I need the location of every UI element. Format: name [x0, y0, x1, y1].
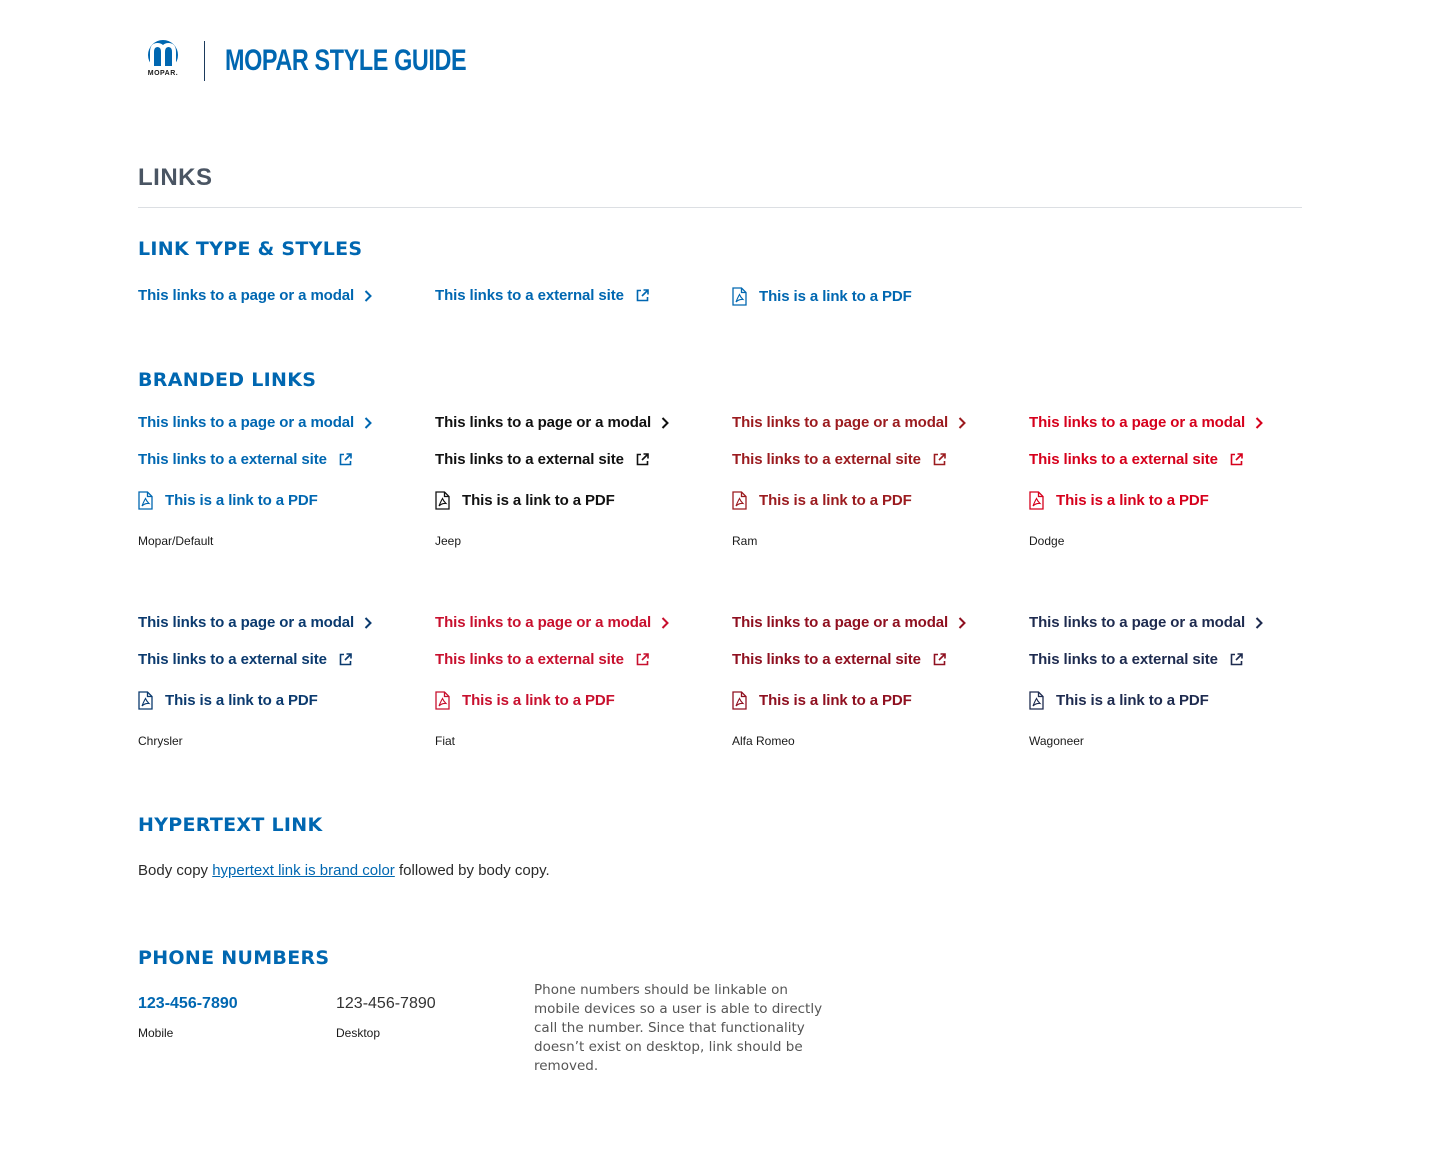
- chevron-right-icon: [1255, 617, 1263, 629]
- pdf-file-icon: [435, 691, 450, 710]
- pdf-file-icon: [138, 491, 153, 510]
- jeep-page-link[interactable]: [435, 414, 669, 431]
- hypertext-example: [138, 862, 550, 879]
- chevron-right-icon: [364, 417, 372, 429]
- brand-label-chrysler: Chrysler: [138, 734, 183, 748]
- ram-external-link[interactable]: [732, 451, 946, 468]
- phone-label-desktop: Desktop: [336, 1026, 381, 1040]
- pdf-link[interactable]: [732, 287, 912, 306]
- link-text: This links to a external site: [435, 451, 624, 468]
- section-title-branded-links: BRANDED LINKS: [138, 369, 317, 391]
- chrysler-pdf-link[interactable]: [138, 691, 318, 710]
- section-title-hypertext-link: HYPERTEXT LINK: [138, 814, 323, 836]
- external-link[interactable]: [435, 287, 649, 304]
- link-text: This links to a external site: [138, 651, 327, 668]
- chevron-right-icon: [661, 417, 669, 429]
- header-divider: [204, 41, 205, 81]
- link-text: This links to a external site: [435, 287, 624, 304]
- site-title: MOPAR STYLE GUIDE: [225, 44, 467, 77]
- pdf-file-icon: [1029, 491, 1044, 510]
- phone-label-mobile: Mobile: [138, 1026, 174, 1040]
- pdf-file-icon: [732, 691, 747, 710]
- logo-wordmark: MOPAR.: [147, 70, 179, 77]
- ram-pdf-link[interactable]: [732, 491, 912, 510]
- brand-label-jeep: Jeep: [435, 534, 462, 548]
- chevron-right-icon: [364, 617, 372, 629]
- ram-page-link[interactable]: [732, 414, 966, 431]
- site-header: [138, 36, 534, 86]
- dodge-external-link[interactable]: [1029, 451, 1243, 468]
- fiat-external-link[interactable]: [435, 651, 649, 668]
- alfa-romeo-external-link[interactable]: [732, 651, 946, 668]
- brand-label-wagoneer: Wagoneer: [1029, 734, 1084, 748]
- link-text: This is a link to a PDF: [165, 692, 318, 709]
- chevron-right-icon: [958, 617, 966, 629]
- wagoneer-pdf-link[interactable]: [1029, 691, 1209, 710]
- external-link-icon: [636, 653, 649, 666]
- chevron-right-icon: [958, 417, 966, 429]
- pdf-file-icon: [732, 491, 747, 510]
- chrysler-page-link[interactable]: [138, 614, 372, 631]
- jeep-external-link[interactable]: [435, 451, 649, 468]
- pdf-file-icon: [138, 691, 153, 710]
- link-text: This is a link to a PDF: [759, 492, 912, 509]
- dodge-page-link[interactable]: [1029, 414, 1263, 431]
- pdf-file-icon: [1029, 691, 1044, 710]
- chevron-right-icon: [364, 290, 372, 302]
- jeep-pdf-link[interactable]: [435, 491, 615, 510]
- mopar-logo[interactable]: [138, 38, 188, 84]
- mopar-m-icon: [143, 38, 183, 70]
- mopar-page-link[interactable]: [138, 414, 372, 431]
- phone-text-desktop: 123-456-7890: [336, 995, 436, 1012]
- link-text: This links to a page or a modal: [138, 414, 355, 431]
- external-link-icon: [933, 453, 946, 466]
- page-title: LINKS: [138, 164, 213, 191]
- link-text: This is a link to a PDF: [759, 692, 912, 709]
- phone-usage-note: Phone numbers should be linkable on mobile devices so a user is able to directly call the number. Since that functionality doesn’t exist on desktop, link should be removed.: [534, 982, 823, 1074]
- link-text: This links to a external site: [1029, 451, 1218, 468]
- external-link-icon: [1230, 453, 1243, 466]
- link-text: This links to a page or a modal: [138, 287, 355, 304]
- hypertext-link[interactable]: hypertext link is brand color: [212, 862, 395, 879]
- link-text: This links to a external site: [732, 651, 921, 668]
- alfa-romeo-pdf-link[interactable]: [732, 691, 912, 710]
- brand-label-dodge: Dodge: [1029, 534, 1065, 548]
- pdf-file-icon: [435, 491, 450, 510]
- dodge-pdf-link[interactable]: [1029, 491, 1209, 510]
- chrysler-external-link[interactable]: [138, 651, 352, 668]
- external-link-icon: [339, 453, 352, 466]
- chevron-right-icon: [1255, 417, 1263, 429]
- pdf-file-icon: [732, 287, 747, 306]
- wagoneer-external-link[interactable]: [1029, 651, 1243, 668]
- brand-label-alfa-romeo: Alfa Romeo: [732, 734, 795, 748]
- alfa-romeo-page-link[interactable]: [732, 614, 966, 631]
- external-link-icon: [636, 289, 649, 302]
- link-text: This is a link to a PDF: [462, 692, 615, 709]
- link-text: This is a link to a PDF: [1056, 492, 1209, 509]
- mopar-pdf-link[interactable]: [138, 491, 318, 510]
- external-link-icon: [933, 653, 946, 666]
- link-text: This links to a page or a modal: [435, 614, 652, 631]
- brand-label-mopar: Mopar/Default: [138, 534, 214, 548]
- link-text: This links to a page or a modal: [1029, 614, 1246, 631]
- brand-label-ram: Ram: [732, 534, 758, 548]
- title-divider: [138, 207, 1302, 208]
- chevron-right-icon: [661, 617, 669, 629]
- link-text: This links to a external site: [1029, 651, 1218, 668]
- body-copy-before: Body copy: [138, 862, 213, 879]
- section-title-link-types: LINK TYPE & STYLES: [138, 238, 363, 260]
- brand-label-fiat: Fiat: [435, 734, 456, 748]
- mopar-external-link[interactable]: [138, 451, 352, 468]
- wagoneer-page-link[interactable]: [1029, 614, 1263, 631]
- phone-link-mobile[interactable]: 123-456-7890: [138, 995, 238, 1012]
- link-text: This links to a page or a modal: [435, 414, 652, 431]
- section-title-phone-numbers: PHONE NUMBERS: [138, 947, 330, 969]
- external-link-icon: [636, 453, 649, 466]
- link-text: This links to a page or a modal: [138, 614, 355, 631]
- link-text: This is a link to a PDF: [759, 288, 912, 305]
- link-text: This links to a external site: [435, 651, 624, 668]
- fiat-pdf-link[interactable]: [435, 691, 615, 710]
- page-link[interactable]: [138, 287, 372, 304]
- external-link-icon: [1230, 653, 1243, 666]
- body-copy-after: followed by body copy.: [394, 862, 550, 879]
- link-text: This links to a page or a modal: [732, 414, 949, 431]
- external-link-icon: [339, 653, 352, 666]
- link-text: This links to a external site: [138, 451, 327, 468]
- link-text: This links to a page or a modal: [732, 614, 949, 631]
- link-text: This links to a external site: [732, 451, 921, 468]
- link-text: This is a link to a PDF: [462, 492, 615, 509]
- link-text: This is a link to a PDF: [165, 492, 318, 509]
- link-text: This is a link to a PDF: [1056, 692, 1209, 709]
- link-text: This links to a page or a modal: [1029, 414, 1246, 431]
- fiat-page-link[interactable]: [435, 614, 669, 631]
